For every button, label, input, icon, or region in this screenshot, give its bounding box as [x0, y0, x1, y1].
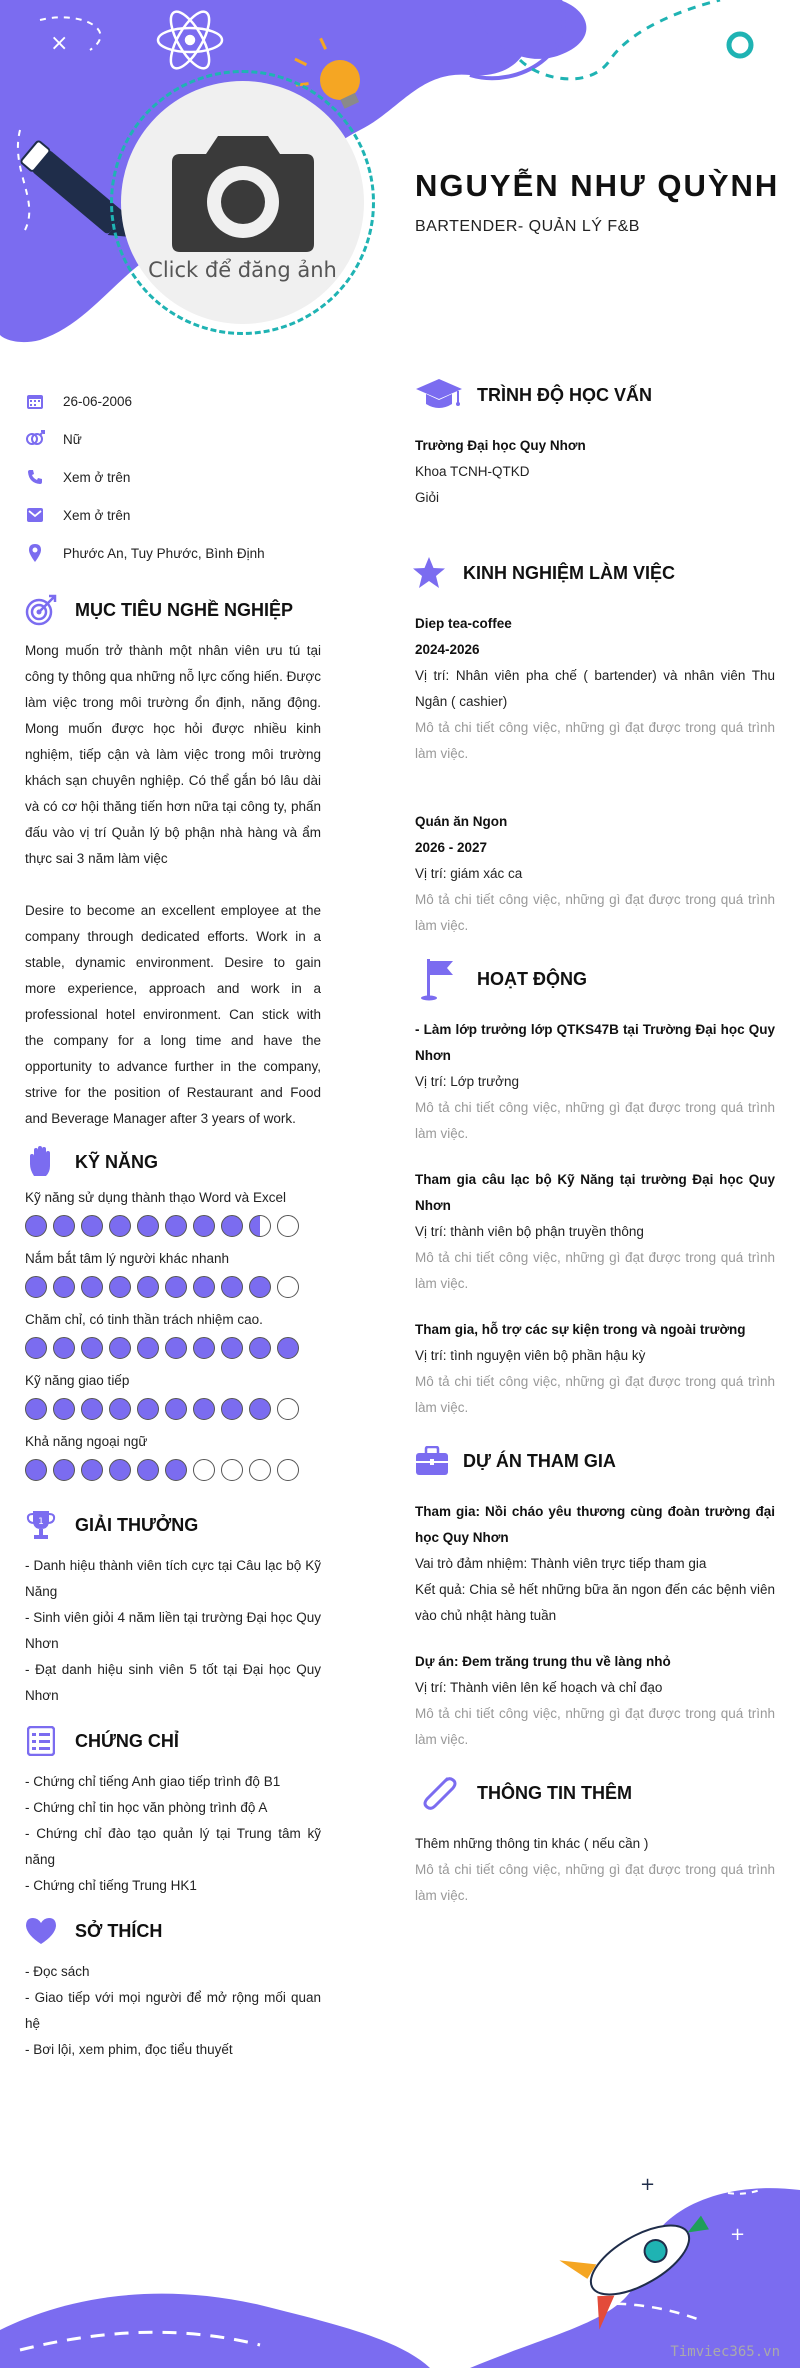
project-entry: [415, 1649, 775, 1753]
project-name: Dự án: Đem trăng trung thu về làng nhỏ: [415, 1654, 671, 1669]
objective-paragraph-vi: Mong muốn trở thành một nhân viên ưu tú tại công ty thông qua những nỗ lực cống hiến. Được làm việc trong môi trường ổn định, năng động. Mong muốn được học hỏi được nhiều kinh nghiệm, tiếp cận và làm việc trong môi trường khách sạn chuyên nghiệp. Có thể gắn bó lâu dài và có cơ hội thăng tiến hơn nữa tại công ty, phấn đấu vào vị trí Quản lý bộ phận nhà hàng và ẩm thực sai 3 năm làm việc: [25, 643, 321, 866]
rating-dot: [53, 1215, 75, 1237]
rating-dot: [137, 1337, 159, 1359]
skill-name: Khả năng ngoại ngữ: [25, 1434, 148, 1449]
activity-name: Tham gia, hỗ trợ các sự kiện trong và ngoài trường: [415, 1322, 746, 1337]
target-icon: [25, 594, 57, 626]
rating-dot: [53, 1398, 75, 1420]
email-value: Xem ở trên: [63, 507, 131, 523]
rating-dot: [53, 1276, 75, 1298]
section-extra-header: [415, 1773, 775, 1813]
rating-dot: [165, 1459, 187, 1481]
project-name: Tham gia: Nồi cháo yêu thương cùng đoàn trường đại học Quy Nhơn: [415, 1504, 775, 1545]
rating-dot: [165, 1337, 187, 1359]
camera-icon: [168, 124, 318, 254]
graduation-cap-icon: [415, 375, 463, 415]
skills-title: KỸ NĂNG: [75, 1151, 159, 1172]
education-entry: [415, 433, 775, 511]
rating-dot: [109, 1337, 131, 1359]
rating-dot: [137, 1459, 159, 1481]
projects-title: DỰ ÁN THAM GIA: [463, 1450, 616, 1471]
job-title: BARTENDER- QUẢN LÝ F&B: [415, 218, 640, 235]
hobbies-list: [25, 1959, 321, 2063]
skill-rating: [25, 1398, 321, 1422]
paperclip-icon: [415, 1773, 463, 1813]
briefcase-icon: [415, 1441, 449, 1481]
activities-title: HOẠT ĐỘNG: [477, 968, 587, 989]
rating-dot: [81, 1276, 103, 1298]
activity-desc: Mô tả chi tiết công việc, những gì đạt được trong quá trình làm việc.: [415, 1250, 775, 1291]
experience-desc: Mô tả chi tiết công việc, những gì đạt được trong quá trình làm việc.: [415, 892, 775, 933]
rating-dot: [81, 1459, 103, 1481]
section-skills-header: [25, 1146, 321, 1178]
rating-dot: [249, 1398, 271, 1420]
skill-item: [25, 1434, 321, 1483]
activity-role: Vị trí: thành viên bộ phận truyền thông: [415, 1224, 644, 1239]
certificate-list-icon: [25, 1725, 57, 1757]
profile-photo-placeholder[interactable]: [121, 81, 364, 324]
experience-desc: Mô tả chi tiết công việc, những gì đạt được trong quá trình làm việc.: [415, 720, 775, 761]
objective-title: MỤC TIÊU NGHỀ NGHIỆP: [75, 599, 294, 620]
skill-rating: [25, 1215, 321, 1239]
rating-dot: [109, 1215, 131, 1237]
rating-dot: [221, 1337, 243, 1359]
rating-dot: [249, 1215, 271, 1237]
projects-list: [415, 1499, 775, 1753]
rating-dot: [249, 1337, 271, 1359]
education-school: Trường Đại học Quy Nhơn: [415, 438, 586, 453]
rating-dot: [193, 1337, 215, 1359]
activity-desc: Mô tả chi tiết công việc, những gì đạt được trong quá trình làm việc.: [415, 1374, 775, 1415]
skill-rating: [25, 1276, 321, 1300]
rating-dot: [221, 1459, 243, 1481]
gender-value: Nữ: [63, 431, 82, 447]
skill-name: Kỹ năng giao tiếp: [25, 1373, 130, 1388]
footer-decoration: [0, 2130, 800, 2368]
experience-list: [415, 611, 775, 939]
skills-list: [25, 1190, 321, 1483]
address-value: Phước An, Tuy Phước, Bình Định: [63, 545, 265, 561]
rating-dot: [165, 1276, 187, 1298]
section-objective-header: [25, 594, 321, 626]
skill-name: Kỹ năng sử dụng thành thạo Word và Excel: [25, 1190, 286, 1205]
rating-dot: [109, 1459, 131, 1481]
rating-dot: [109, 1276, 131, 1298]
award-item: - Đạt danh hiệu sinh viên 5 tốt tại Đại học Quy Nhơn: [25, 1662, 321, 1703]
experience-period: 2026 - 2027: [415, 840, 488, 855]
rating-dot: [277, 1398, 299, 1420]
rating-dot: [165, 1215, 187, 1237]
experience-company: Diep tea-coffee: [415, 616, 512, 631]
skill-item: [25, 1190, 321, 1239]
profile-photo-upload[interactable]: [110, 70, 375, 335]
rating-dot: [81, 1398, 103, 1420]
project-entry: [415, 1499, 775, 1629]
rating-dot: [249, 1276, 271, 1298]
rating-dot: [193, 1398, 215, 1420]
rating-dot: [81, 1337, 103, 1359]
contact-phone: [25, 458, 321, 496]
experience-entry: [415, 611, 775, 767]
hand-icon: [25, 1146, 57, 1178]
section-hobbies-header: [25, 1915, 321, 1947]
contact-info: [25, 382, 321, 572]
rating-dot: [109, 1398, 131, 1420]
rating-dot: [137, 1276, 159, 1298]
project-result: Kết quả: Chia sẻ hết những bữa ăn ngon đến các bệnh viên vào chủ nhật hàng tuần: [415, 1582, 775, 1623]
rating-dot: [137, 1215, 159, 1237]
rating-dot: [193, 1215, 215, 1237]
rating-dot: [277, 1459, 299, 1481]
activity-role: Vị trí: tình nguyện viên bộ phần hậu kỳ: [415, 1348, 646, 1363]
svg-text:1: 1: [38, 1517, 44, 1527]
extra-desc: Mô tả chi tiết công việc, những gì đạt được trong quá trình làm việc.: [415, 1862, 775, 1903]
education-faculty: Khoa TCNH-QTKD: [415, 464, 530, 479]
svg-text:+: +: [730, 2224, 746, 2245]
education-title: TRÌNH ĐỘ HỌC VẤN: [477, 384, 652, 405]
rating-dot: [221, 1398, 243, 1420]
rating-dot: [277, 1276, 299, 1298]
certificate-item: - Chứng chỉ đào tạo quản lý tại Trung tâm kỹ năng: [25, 1826, 321, 1867]
rating-dot: [53, 1459, 75, 1481]
award-item: - Danh hiệu thành viên tích cực tại Câu lạc bộ Kỹ Năng: [25, 1558, 321, 1599]
rating-dot: [81, 1215, 103, 1237]
extra-line: Thêm những thông tin khác ( nếu cần ): [415, 1836, 649, 1851]
rating-dot: [25, 1337, 47, 1359]
phone-value: Xem ở trên: [63, 469, 131, 485]
skill-rating: [25, 1459, 321, 1483]
activities-list: [415, 1017, 775, 1421]
flag-icon: [415, 959, 463, 999]
experience-company: Quán ăn Ngon: [415, 814, 508, 829]
rating-dot: [25, 1215, 47, 1237]
svg-text:+: +: [640, 2174, 656, 2195]
contact-address: [25, 534, 321, 572]
skill-item: [25, 1312, 321, 1361]
activity-entry: [415, 1167, 775, 1297]
rating-dot: [221, 1215, 243, 1237]
certificates-list: [25, 1769, 321, 1899]
rating-dot: [53, 1337, 75, 1359]
hobbies-title: SỞ THÍCH: [75, 1920, 163, 1941]
contact-email: [25, 496, 321, 534]
contact-gender: [25, 420, 321, 458]
rating-dot: [249, 1459, 271, 1481]
svg-text:×: ×: [50, 31, 69, 56]
section-certificates-header: [25, 1725, 321, 1757]
certificate-item: - Chứng chỉ tin học văn phòng trình độ A: [25, 1800, 268, 1815]
rating-dot: [25, 1398, 47, 1420]
experience-position: Vị trí: giám xác ca: [415, 866, 523, 881]
hobby-item: - Bơi lội, xem phim, đọc tiểu thuyết: [25, 2042, 233, 2057]
project-role: Vai trò đảm nhiệm: Thành viên trực tiếp tham gia: [415, 1556, 707, 1571]
experience-position: Vị trí: Nhân viên pha chế ( bartender) và nhân viên Thu Ngân ( cashier): [415, 668, 775, 709]
rating-dot: [193, 1276, 215, 1298]
objective-paragraph-en: Desire to become an excellent employee at the company through dedicated efforts. Work in a stable, dynamic environment. Desire to gain more experience, approach and work in a professional hotel environment. Can stick with the company for a long time and have the opportunity to advance further in the company, strive for the position of Restaurant and Food and Beverage Manager after 3 years of work.: [25, 903, 321, 1126]
skill-name: Nắm bắt tâm lý người khác nhanh: [25, 1251, 229, 1266]
right-column: [415, 375, 775, 1929]
gender-icon: [25, 429, 45, 449]
experience-entry: [415, 809, 775, 939]
extra-title: THÔNG TIN THÊM: [477, 1782, 632, 1803]
photo-caption: Click để đăng ảnh: [148, 257, 337, 282]
rating-dot: [165, 1398, 187, 1420]
experience-title: KINH NGHIỆM LÀM VIỆC: [463, 562, 676, 583]
watermark: Timviec365.vn: [670, 2344, 780, 2360]
certificate-item: - Chứng chỉ tiếng Trung HK1: [25, 1878, 197, 1893]
awards-title: GIẢI THƯỞNG: [75, 1514, 199, 1535]
extra-entry: [415, 1831, 775, 1909]
rating-dot: [221, 1276, 243, 1298]
rating-dot: [193, 1459, 215, 1481]
section-experience-header: [409, 553, 775, 593]
project-desc: Mô tả chi tiết công việc, những gì đạt được trong quá trình làm việc.: [415, 1706, 775, 1747]
project-role: Vị trí: Thành viên lên kế hoạch và chỉ đạo: [415, 1680, 663, 1695]
activity-name: - Làm lớp trưởng lớp QTKS47B tại Trường Đại học Quy Nhơn: [415, 1022, 775, 1063]
activity-entry: [415, 1017, 775, 1147]
left-column: [25, 382, 321, 2063]
trophy-icon: [25, 1509, 57, 1541]
rating-dot: [277, 1215, 299, 1237]
rating-dot: [25, 1459, 47, 1481]
candidate-name: NGUYỄN NHƯ QUỲNH: [415, 168, 780, 203]
section-projects-header: [415, 1441, 775, 1481]
certificates-title: CHỨNG CHỈ: [75, 1730, 179, 1751]
section-awards-header: [25, 1509, 321, 1541]
education-grade: Giỏi: [415, 490, 440, 505]
activity-role: Vị trí: Lớp trưởng: [415, 1074, 520, 1089]
awards-list: [25, 1553, 321, 1709]
certificate-item: - Chứng chỉ tiếng Anh giao tiếp trình độ B1: [25, 1774, 281, 1789]
rating-dot: [137, 1398, 159, 1420]
activity-desc: Mô tả chi tiết công việc, những gì đạt được trong quá trình làm việc.: [415, 1100, 775, 1141]
skill-item: [25, 1251, 321, 1300]
activity-name: Tham gia câu lạc bộ Kỹ Năng tại trường Đại học Quy Nhơn: [415, 1172, 775, 1213]
hobby-item: - Đọc sách: [25, 1964, 90, 1979]
section-activities-header: [415, 959, 775, 999]
award-item: - Sinh viên giỏi 4 năm liền tại trường Đại học Quy Nhơn: [25, 1610, 321, 1651]
contact-birthday: [25, 382, 321, 420]
phone-icon: [25, 467, 45, 487]
location-icon: [25, 543, 45, 563]
rating-dot: [25, 1276, 47, 1298]
skill-item: [25, 1373, 321, 1422]
star-icon: [409, 553, 449, 593]
section-education-header: [415, 375, 775, 415]
rating-dot: [277, 1337, 299, 1359]
skill-rating: [25, 1337, 321, 1361]
email-icon: [25, 505, 45, 525]
activity-entry: [415, 1317, 775, 1421]
experience-period: 2024-2026: [415, 642, 480, 657]
birthday-value: 26-06-2006: [63, 393, 133, 409]
skill-name: Chăm chỉ, có tinh thần trách nhiệm cao.: [25, 1312, 263, 1327]
calendar-icon: [25, 391, 45, 411]
heart-icon: [25, 1915, 57, 1947]
hobby-item: - Giao tiếp với mọi người để mở rộng mối quan hệ: [25, 1990, 321, 2031]
